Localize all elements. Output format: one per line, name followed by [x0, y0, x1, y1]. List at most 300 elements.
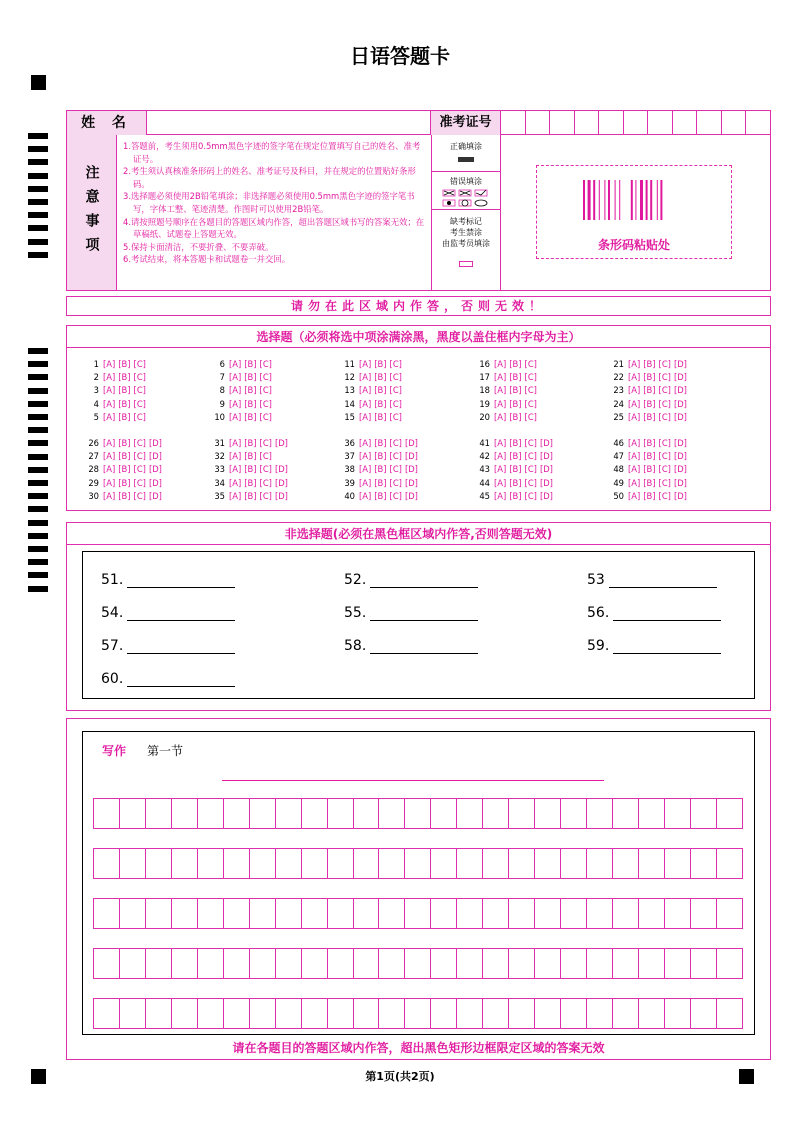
- answer-bubble[interactable]: [A]: [628, 411, 641, 422]
- answer-bubble[interactable]: [D]: [274, 438, 288, 448]
- answer-bubble[interactable]: [B]: [643, 477, 656, 488]
- writing-grid-cell[interactable]: [639, 849, 665, 878]
- answer-bubble[interactable]: [C]: [133, 411, 146, 422]
- writing-grid-cell[interactable]: [328, 799, 354, 828]
- writing-grid-cell[interactable]: [431, 949, 457, 978]
- answer-bubble[interactable]: [A]: [359, 359, 372, 369]
- answer-bubble[interactable]: [B]: [244, 359, 257, 369]
- answer-line[interactable]: [609, 574, 717, 588]
- writing-grid-cell[interactable]: [535, 949, 561, 978]
- answer-line[interactable]: [127, 607, 235, 621]
- answer-bubble[interactable]: [B]: [509, 451, 522, 462]
- answer-bubble[interactable]: [B]: [244, 477, 257, 488]
- answer-bubble[interactable]: [C]: [259, 398, 272, 409]
- answer-bubble[interactable]: [B]: [374, 490, 387, 501]
- answer-bubble[interactable]: [D]: [274, 464, 288, 475]
- writing-grid-cell[interactable]: [561, 949, 587, 978]
- exam-id-cells[interactable]: [501, 111, 770, 135]
- answer-bubble[interactable]: [D]: [404, 464, 418, 475]
- writing-grid-cell[interactable]: [328, 899, 354, 928]
- answer-bubble[interactable]: [B]: [374, 372, 387, 383]
- answer-bubble[interactable]: [C]: [658, 372, 671, 383]
- answer-bubble[interactable]: [B]: [643, 372, 656, 383]
- answer-bubble[interactable]: [A]: [229, 411, 242, 422]
- answer-bubble[interactable]: [B]: [643, 464, 656, 475]
- writing-grid-cell[interactable]: [198, 849, 224, 878]
- writing-grid-cell[interactable]: [94, 999, 120, 1028]
- answer-bubble[interactable]: [A]: [494, 385, 507, 396]
- writing-grid-cell[interactable]: [431, 999, 457, 1028]
- answer-bubble[interactable]: [B]: [509, 490, 522, 501]
- answer-bubble[interactable]: [B]: [118, 477, 131, 488]
- writing-grid-cell[interactable]: [198, 999, 224, 1028]
- answer-bubble[interactable]: [B]: [118, 411, 131, 422]
- answer-bubble[interactable]: [D]: [148, 464, 162, 475]
- answer-line[interactable]: [127, 673, 235, 687]
- answer-bubble[interactable]: [C]: [133, 451, 146, 462]
- writing-grid-cell[interactable]: [483, 799, 509, 828]
- answer-bubble[interactable]: [A]: [628, 398, 641, 409]
- answer-bubble[interactable]: [A]: [359, 385, 372, 396]
- writing-grid-cell[interactable]: [431, 799, 457, 828]
- answer-bubble[interactable]: [A]: [359, 451, 372, 462]
- answer-line[interactable]: [127, 640, 235, 654]
- answer-line[interactable]: [127, 574, 235, 588]
- writing-grid-cell[interactable]: [405, 849, 431, 878]
- writing-grid-cell[interactable]: [250, 899, 276, 928]
- answer-bubble[interactable]: [A]: [494, 359, 507, 369]
- answer-bubble[interactable]: [C]: [259, 372, 272, 383]
- answer-bubble[interactable]: [D]: [673, 359, 687, 369]
- writing-grid-cell[interactable]: [172, 849, 198, 878]
- writing-grid-cell[interactable]: [613, 849, 639, 878]
- answer-bubble[interactable]: [D]: [673, 477, 687, 488]
- answer-bubble[interactable]: [A]: [229, 451, 242, 462]
- answer-bubble[interactable]: [B]: [374, 477, 387, 488]
- writing-grid-cell[interactable]: [328, 849, 354, 878]
- absent-mark-box[interactable]: [459, 261, 473, 267]
- answer-bubble[interactable]: [B]: [374, 451, 387, 462]
- answer-bubble[interactable]: [C]: [658, 385, 671, 396]
- answer-bubble[interactable]: [C]: [133, 359, 146, 369]
- writing-grid-cell[interactable]: [379, 849, 405, 878]
- answer-bubble[interactable]: [C]: [524, 359, 537, 369]
- writing-grid-cell[interactable]: [379, 949, 405, 978]
- answer-bubble[interactable]: [A]: [628, 464, 641, 475]
- answer-bubble[interactable]: [D]: [673, 411, 687, 422]
- writing-grid-cell[interactable]: [561, 799, 587, 828]
- answer-bubble[interactable]: [D]: [673, 438, 687, 448]
- writing-grid-cell[interactable]: [276, 899, 302, 928]
- writing-grid-cell[interactable]: [665, 899, 691, 928]
- writing-grid-cell[interactable]: [639, 949, 665, 978]
- answer-bubble[interactable]: [A]: [229, 385, 242, 396]
- answer-bubble[interactable]: [A]: [103, 438, 116, 448]
- answer-bubble[interactable]: [D]: [539, 477, 553, 488]
- writing-grid-cell[interactable]: [691, 899, 717, 928]
- answer-bubble[interactable]: [C]: [658, 490, 671, 501]
- answer-bubble[interactable]: [D]: [673, 490, 687, 501]
- writing-grid-cell[interactable]: [613, 949, 639, 978]
- answer-bubble[interactable]: [A]: [494, 464, 507, 475]
- writing-grid-cell[interactable]: [94, 949, 120, 978]
- answer-bubble[interactable]: [B]: [509, 398, 522, 409]
- writing-grid-cell[interactable]: [483, 949, 509, 978]
- writing-grid-cell[interactable]: [457, 999, 483, 1028]
- answer-bubble[interactable]: [B]: [244, 372, 257, 383]
- writing-grid-cell[interactable]: [509, 799, 535, 828]
- writing-grid-cell[interactable]: [535, 849, 561, 878]
- writing-grid-cell[interactable]: [691, 799, 717, 828]
- answer-bubble[interactable]: [A]: [103, 477, 116, 488]
- writing-grid-cell[interactable]: [146, 949, 172, 978]
- writing-grid-cell[interactable]: [250, 949, 276, 978]
- writing-grid-cell[interactable]: [587, 799, 613, 828]
- answer-bubble[interactable]: [A]: [628, 490, 641, 501]
- answer-bubble[interactable]: [D]: [539, 490, 553, 501]
- answer-bubble[interactable]: [A]: [229, 372, 242, 383]
- answer-bubble[interactable]: [B]: [374, 464, 387, 475]
- writing-grid-cell[interactable]: [561, 999, 587, 1028]
- answer-bubble[interactable]: [C]: [524, 372, 537, 383]
- writing-grid-cell[interactable]: [146, 799, 172, 828]
- writing-grid-cell[interactable]: [405, 799, 431, 828]
- answer-bubble[interactable]: [B]: [244, 451, 257, 462]
- writing-grid-cell[interactable]: [379, 999, 405, 1028]
- writing-grid-cell[interactable]: [457, 849, 483, 878]
- writing-grid-cell[interactable]: [224, 949, 250, 978]
- writing-grid-cell[interactable]: [276, 999, 302, 1028]
- writing-grid-cell[interactable]: [587, 899, 613, 928]
- answer-bubble[interactable]: [A]: [628, 477, 641, 488]
- writing-grid-cell[interactable]: [120, 999, 146, 1028]
- answer-bubble[interactable]: [C]: [259, 490, 272, 501]
- writing-grid-cell[interactable]: [224, 799, 250, 828]
- answer-bubble[interactable]: [A]: [359, 398, 372, 409]
- answer-bubble[interactable]: [A]: [229, 464, 242, 475]
- answer-bubble[interactable]: [D]: [404, 490, 418, 501]
- answer-bubble[interactable]: [B]: [244, 411, 257, 422]
- answer-bubble[interactable]: [D]: [148, 451, 162, 462]
- answer-bubble[interactable]: [A]: [359, 438, 372, 448]
- writing-grid-cell[interactable]: [457, 899, 483, 928]
- answer-bubble[interactable]: [A]: [359, 411, 372, 422]
- writing-grid-cell[interactable]: [224, 899, 250, 928]
- answer-bubble[interactable]: [D]: [539, 451, 553, 462]
- answer-line[interactable]: [613, 607, 721, 621]
- answer-bubble[interactable]: [A]: [359, 372, 372, 383]
- answer-bubble[interactable]: [C]: [133, 490, 146, 501]
- writing-grid-cell[interactable]: [276, 849, 302, 878]
- answer-bubble[interactable]: [A]: [494, 451, 507, 462]
- answer-bubble[interactable]: [B]: [244, 385, 257, 396]
- answer-bubble[interactable]: [D]: [673, 451, 687, 462]
- writing-grid-cell[interactable]: [198, 799, 224, 828]
- answer-bubble[interactable]: [D]: [148, 438, 162, 448]
- answer-bubble[interactable]: [A]: [628, 438, 641, 448]
- answer-bubble[interactable]: [C]: [133, 372, 146, 383]
- writing-grid-cell[interactable]: [302, 949, 328, 978]
- answer-bubble[interactable]: [B]: [643, 398, 656, 409]
- writing-grid-cell[interactable]: [639, 799, 665, 828]
- writing-grid-cell[interactable]: [302, 799, 328, 828]
- answer-bubble[interactable]: [D]: [404, 438, 418, 448]
- answer-bubble[interactable]: [A]: [628, 372, 641, 383]
- writing-grid-cell[interactable]: [691, 999, 717, 1028]
- answer-bubble[interactable]: [A]: [229, 477, 242, 488]
- writing-grid-cell[interactable]: [94, 899, 120, 928]
- writing-grid-cell[interactable]: [535, 999, 561, 1028]
- writing-grid-cell[interactable]: [120, 849, 146, 878]
- writing-grid-cell[interactable]: [276, 799, 302, 828]
- answer-bubble[interactable]: [D]: [274, 477, 288, 488]
- writing-grid-cell[interactable]: [250, 999, 276, 1028]
- answer-bubble[interactable]: [C]: [259, 451, 272, 462]
- writing-grid-cell[interactable]: [509, 849, 535, 878]
- writing-grid-cell[interactable]: [224, 999, 250, 1028]
- writing-grid-cell[interactable]: [172, 949, 198, 978]
- writing-grid-cell[interactable]: [302, 999, 328, 1028]
- answer-bubble[interactable]: [C]: [389, 411, 402, 422]
- answer-bubble[interactable]: [A]: [494, 372, 507, 383]
- answer-bubble[interactable]: [C]: [133, 385, 146, 396]
- writing-grid-cell[interactable]: [354, 999, 380, 1028]
- writing-grid-cell[interactable]: [665, 849, 691, 878]
- answer-bubble[interactable]: [C]: [658, 451, 671, 462]
- answer-bubble[interactable]: [A]: [103, 411, 116, 422]
- answer-bubble[interactable]: [A]: [103, 372, 116, 383]
- writing-grid-cell[interactable]: [639, 999, 665, 1028]
- writing-grid-cell[interactable]: [379, 799, 405, 828]
- answer-bubble[interactable]: [C]: [658, 398, 671, 409]
- answer-line[interactable]: [370, 574, 478, 588]
- writing-grid-cell[interactable]: [613, 999, 639, 1028]
- writing-grid-cell[interactable]: [405, 949, 431, 978]
- writing-grid-cell[interactable]: [483, 899, 509, 928]
- writing-grid-cell[interactable]: [379, 899, 405, 928]
- answer-bubble[interactable]: [A]: [359, 477, 372, 488]
- answer-bubble[interactable]: [C]: [658, 359, 671, 369]
- answer-bubble[interactable]: [B]: [244, 398, 257, 409]
- answer-bubble[interactable]: [B]: [374, 385, 387, 396]
- writing-grid-cell[interactable]: [509, 899, 535, 928]
- answer-bubble[interactable]: [A]: [229, 359, 242, 369]
- writing-grid-cell[interactable]: [639, 899, 665, 928]
- answer-bubble[interactable]: [A]: [628, 359, 641, 369]
- answer-bubble[interactable]: [C]: [259, 464, 272, 475]
- writing-grid-cell[interactable]: [328, 999, 354, 1028]
- answer-bubble[interactable]: [B]: [118, 451, 131, 462]
- writing-grid-cell[interactable]: [483, 849, 509, 878]
- writing-grid-cell[interactable]: [431, 899, 457, 928]
- writing-grid-cell[interactable]: [587, 849, 613, 878]
- writing-grid-cell[interactable]: [587, 949, 613, 978]
- writing-grid-cell[interactable]: [717, 849, 742, 878]
- answer-bubble[interactable]: [D]: [274, 490, 288, 501]
- writing-grid-cell[interactable]: [691, 949, 717, 978]
- writing-grid-cell[interactable]: [717, 999, 742, 1028]
- writing-grid-cell[interactable]: [354, 949, 380, 978]
- answer-bubble[interactable]: [B]: [244, 490, 257, 501]
- answer-bubble[interactable]: [C]: [389, 398, 402, 409]
- writing-grid-cell[interactable]: [354, 849, 380, 878]
- writing-grid-cell[interactable]: [561, 899, 587, 928]
- answer-bubble[interactable]: [B]: [643, 438, 656, 448]
- answer-bubble[interactable]: [B]: [118, 359, 131, 369]
- writing-grid-cell[interactable]: [146, 849, 172, 878]
- answer-bubble[interactable]: [B]: [643, 411, 656, 422]
- answer-bubble[interactable]: [C]: [524, 385, 537, 396]
- writing-grid-cell[interactable]: [457, 949, 483, 978]
- answer-bubble[interactable]: [A]: [103, 359, 116, 369]
- answer-bubble[interactable]: [C]: [389, 477, 402, 488]
- answer-bubble[interactable]: [B]: [509, 385, 522, 396]
- writing-grid-cell[interactable]: [717, 899, 742, 928]
- answer-bubble[interactable]: [D]: [673, 464, 687, 475]
- writing-grid-cell[interactable]: [665, 999, 691, 1028]
- answer-bubble[interactable]: [A]: [103, 398, 116, 409]
- answer-bubble[interactable]: [C]: [259, 477, 272, 488]
- answer-bubble[interactable]: [C]: [133, 477, 146, 488]
- answer-bubble[interactable]: [D]: [148, 477, 162, 488]
- answer-bubble[interactable]: [B]: [509, 477, 522, 488]
- answer-bubble[interactable]: [B]: [643, 359, 656, 369]
- writing-grid-cell[interactable]: [587, 999, 613, 1028]
- writing-grid-cell[interactable]: [120, 799, 146, 828]
- answer-bubble[interactable]: [A]: [494, 490, 507, 501]
- answer-bubble[interactable]: [A]: [229, 398, 242, 409]
- writing-grid-cell[interactable]: [94, 799, 120, 828]
- answer-bubble[interactable]: [B]: [509, 438, 522, 448]
- answer-bubble[interactable]: [D]: [673, 385, 687, 396]
- answer-bubble[interactable]: [B]: [509, 411, 522, 422]
- writing-grid-cell[interactable]: [198, 949, 224, 978]
- answer-bubble[interactable]: [C]: [259, 385, 272, 396]
- answer-bubble[interactable]: [A]: [229, 490, 242, 501]
- answer-bubble[interactable]: [A]: [494, 438, 507, 448]
- answer-bubble[interactable]: [C]: [658, 464, 671, 475]
- answer-bubble[interactable]: [B]: [509, 372, 522, 383]
- answer-bubble[interactable]: [B]: [118, 372, 131, 383]
- answer-bubble[interactable]: [C]: [389, 385, 402, 396]
- answer-bubble[interactable]: [D]: [539, 464, 553, 475]
- answer-bubble[interactable]: [A]: [103, 385, 116, 396]
- writing-grid-cell[interactable]: [483, 999, 509, 1028]
- writing-grid-cell[interactable]: [328, 949, 354, 978]
- writing-grid-cell[interactable]: [509, 999, 535, 1028]
- answer-bubble[interactable]: [D]: [148, 490, 162, 501]
- answer-bubble[interactable]: [B]: [509, 359, 522, 369]
- answer-bubble[interactable]: [C]: [259, 438, 272, 448]
- writing-grid-cell[interactable]: [250, 849, 276, 878]
- writing-grid-cell[interactable]: [302, 899, 328, 928]
- writing-grid-cell[interactable]: [665, 799, 691, 828]
- answer-bubble[interactable]: [C]: [259, 359, 272, 369]
- answer-bubble[interactable]: [A]: [103, 464, 116, 475]
- answer-bubble[interactable]: [A]: [494, 411, 507, 422]
- answer-bubble[interactable]: [A]: [229, 438, 242, 448]
- answer-bubble[interactable]: [C]: [524, 438, 537, 448]
- answer-bubble[interactable]: [C]: [524, 464, 537, 475]
- writing-grid-cell[interactable]: [94, 849, 120, 878]
- answer-line[interactable]: [613, 640, 721, 654]
- answer-bubble[interactable]: [B]: [118, 464, 131, 475]
- writing-grid-cell[interactable]: [250, 799, 276, 828]
- answer-bubble[interactable]: [C]: [658, 438, 671, 448]
- answer-bubble[interactable]: [C]: [524, 411, 537, 422]
- writing-grid-cell[interactable]: [535, 799, 561, 828]
- writing-grid-cell[interactable]: [146, 899, 172, 928]
- answer-bubble[interactable]: [B]: [509, 464, 522, 475]
- answer-bubble[interactable]: [C]: [133, 398, 146, 409]
- writing-grid-cell[interactable]: [665, 949, 691, 978]
- answer-bubble[interactable]: [B]: [374, 359, 387, 369]
- writing-grid-cell[interactable]: [717, 949, 742, 978]
- answer-bubble[interactable]: [A]: [359, 464, 372, 475]
- answer-bubble[interactable]: [B]: [118, 438, 131, 448]
- writing-grid-cell[interactable]: [509, 949, 535, 978]
- writing-grid-cell[interactable]: [613, 799, 639, 828]
- answer-bubble[interactable]: [B]: [643, 385, 656, 396]
- answer-bubble[interactable]: [B]: [118, 385, 131, 396]
- answer-line[interactable]: [370, 607, 478, 621]
- answer-bubble[interactable]: [D]: [404, 451, 418, 462]
- writing-grid-cell[interactable]: [457, 799, 483, 828]
- answer-bubble[interactable]: [A]: [494, 477, 507, 488]
- name-field[interactable]: [147, 111, 431, 135]
- answer-bubble[interactable]: [A]: [103, 451, 116, 462]
- answer-bubble[interactable]: [A]: [628, 385, 641, 396]
- writing-grid-cell[interactable]: [146, 999, 172, 1028]
- answer-bubble[interactable]: [C]: [658, 411, 671, 422]
- answer-bubble[interactable]: [C]: [389, 490, 402, 501]
- writing-grid-cell[interactable]: [302, 849, 328, 878]
- writing-grid-cell[interactable]: [405, 999, 431, 1028]
- writing-grid-cell[interactable]: [172, 799, 198, 828]
- answer-bubble[interactable]: [B]: [374, 438, 387, 448]
- answer-bubble[interactable]: [D]: [673, 398, 687, 409]
- answer-bubble[interactable]: [A]: [628, 451, 641, 462]
- writing-grid-cell[interactable]: [120, 899, 146, 928]
- answer-bubble[interactable]: [B]: [118, 398, 131, 409]
- answer-line[interactable]: [370, 640, 478, 654]
- writing-grid-cell[interactable]: [172, 899, 198, 928]
- answer-bubble[interactable]: [C]: [259, 411, 272, 422]
- answer-bubble[interactable]: [C]: [389, 359, 402, 369]
- answer-bubble[interactable]: [B]: [643, 490, 656, 501]
- answer-bubble[interactable]: [C]: [133, 464, 146, 475]
- writing-grid-cell[interactable]: [120, 949, 146, 978]
- answer-bubble[interactable]: [C]: [389, 464, 402, 475]
- answer-bubble[interactable]: [D]: [673, 372, 687, 383]
- writing-grid-cell[interactable]: [224, 849, 250, 878]
- writing-grid-cell[interactable]: [405, 899, 431, 928]
- writing-grid-cell[interactable]: [535, 899, 561, 928]
- answer-bubble[interactable]: [B]: [244, 438, 257, 448]
- writing-grid-cell[interactable]: [198, 899, 224, 928]
- answer-bubble[interactable]: [B]: [244, 464, 257, 475]
- writing-grid-cell[interactable]: [717, 799, 742, 828]
- answer-bubble[interactable]: [A]: [103, 490, 116, 501]
- answer-bubble[interactable]: [C]: [524, 477, 537, 488]
- writing-grid-cell[interactable]: [613, 899, 639, 928]
- answer-bubble[interactable]: [C]: [524, 451, 537, 462]
- answer-bubble[interactable]: [A]: [494, 398, 507, 409]
- writing-grid-cell[interactable]: [354, 799, 380, 828]
- answer-bubble[interactable]: [C]: [389, 451, 402, 462]
- answer-bubble[interactable]: [C]: [524, 490, 537, 501]
- answer-bubble[interactable]: [B]: [374, 411, 387, 422]
